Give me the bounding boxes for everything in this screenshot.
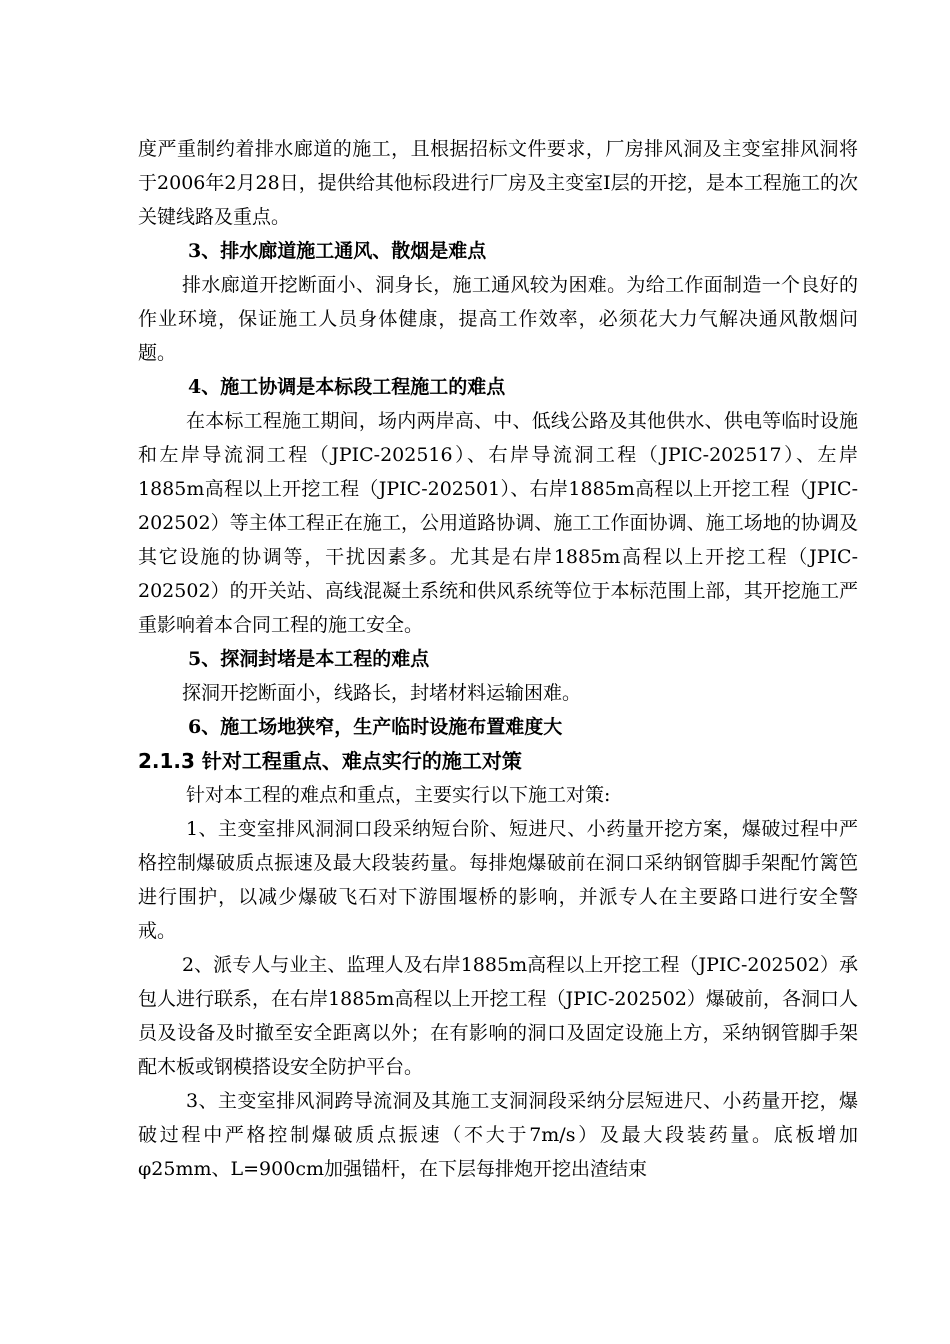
paragraph-countermeasure-3: 3、主变室排风洞跨导流洞及其施工支洞洞段采纳分层短进尺、小药量开挖，爆破过程中严格控制爆破质点振速（不大于7m/s）及最大段装药量。底板增加φ25mm、L=900cm加强锚杆，在下层每排炮开挖出渣结束 <box>138 1090 858 1180</box>
paragraph-ventilation: 排水廊道开挖断面小、洞身长，施工通风较为困难。为给工作面制造一个良好的作业环境，保证施工人员身体健康，提高工作效率，必须花大力气解决通风散烟问题。 <box>138 274 858 364</box>
heading-ventilation-difficulty: 3、排水廊道施工通风、散烟是难点 <box>188 240 487 262</box>
paragraph-countermeasure-2: 2、派专人与业主、监理人及右岸1885m高程以上开挖工程（JPIC-202502）承包人进行联系，在右岸1885m高程以上开挖工程（JPIC-202502）爆破前，各洞口人员及设备及时撤至安全距离以外；在有影响的洞口及固定设施上方，采纳钢管脚手架配木板或钢模搭设安全防护平台。 <box>138 954 858 1078</box>
paragraph-plugging: 探洞开挖断面小，线路长，封堵材料运输困难。 <box>182 682 582 704</box>
heading-site-narrow: 6、施工场地狭窄，生产临时设施布置难度大 <box>188 716 563 738</box>
heading-plugging-difficulty: 5、探洞封堵是本工程的难点 <box>188 648 430 670</box>
section-heading-2-1-3: 2.1.3 针对工程重点、难点实行的施工对策 <box>138 749 522 773</box>
heading-coordination-difficulty: 4、施工协调是本标段工程施工的难点 <box>188 376 506 398</box>
paragraph-continuation: 度严重制约着排水廊道的施工，且根据招标文件要求，厂房排风洞及主变室排风洞将于2006年2月28日，提供给其他标段进行厂房及主变室Ⅰ层的开挖，是本工程施工的次关键线路及重点。 <box>138 138 858 228</box>
paragraph-countermeasure-1: 1、主变室排风洞洞口段采纳短台阶、短进尺、小药量开挖方案，爆破过程中严格控制爆破质点振速及最大段装药量。每排炮爆破前在洞口采纳钢管脚手架配竹篱笆进行围护，以减少爆破飞石对下游围堰桥的影响，并派专人在主要路口进行安全警戒。 <box>138 818 858 942</box>
document-body <box>138 132 858 1186</box>
paragraph-coordination: 在本标工程施工期间，场内两岸高、中、低线公路及其他供水、供电等临时设施和左岸导流洞工程（JPIC-202516）、右岸导流洞工程（JPIC-202517）、左岸1885m高程以上开挖工程（JPIC-202501）、右岸1885m高程以上开挖工程（JPIC-202502）等主体工程正在施工，公用道路协调、施工工作面协调、施工场地的协调及其它设施的协调等，干扰因素多。尤其是右岸1885m高程以上开挖工程（JPIC-202502）的开关站、高线混凝土系统和供风系统等位于本标范围上部，其开挖施工严重影响着本合同工程的施工安全。 <box>138 410 858 636</box>
paragraph-countermeasures-intro: 针对本工程的难点和重点，主要实行以下施工对策: <box>186 784 611 806</box>
